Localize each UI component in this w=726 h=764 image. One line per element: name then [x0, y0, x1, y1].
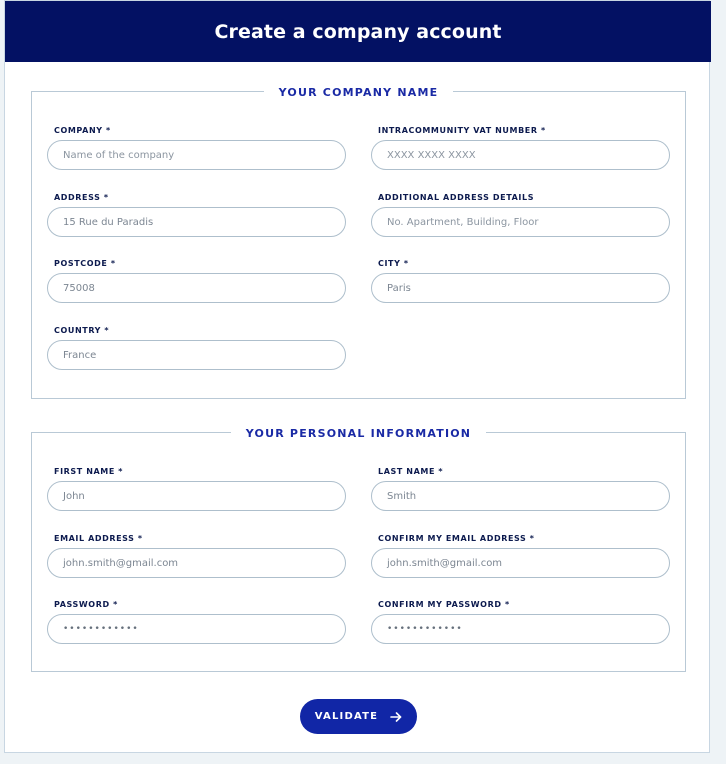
arrow-right-icon	[390, 712, 402, 722]
country-label: COUNTRY *	[54, 326, 110, 335]
last-name-field	[371, 466, 670, 511]
company-section-legend	[32, 83, 685, 101]
personal-section-title: YOUR PERSONAL INFORMATION	[231, 426, 486, 442]
confirm-password-field	[371, 599, 670, 644]
postcode-input[interactable]: 75008	[47, 273, 346, 303]
company-field	[47, 125, 346, 170]
first-name-label: FIRST NAME *	[54, 467, 124, 476]
confirm-password-label: CONFIRM MY PASSWORD *	[378, 600, 510, 609]
personal-section	[31, 427, 686, 672]
password-field	[47, 599, 346, 644]
vat-input[interactable]: XXXX XXXX XXXX	[371, 140, 670, 170]
vat-label: INTRACOMMUNITY VAT NUMBER *	[378, 126, 546, 135]
confirm-email-label: CONFIRM MY EMAIL ADDRESS *	[378, 534, 535, 543]
account-form-card	[4, 0, 710, 753]
address-details-label: ADDITIONAL ADDRESS DETAILS	[378, 193, 535, 202]
city-label: CITY *	[378, 259, 409, 268]
last-name-input[interactable]: Smith	[371, 481, 670, 511]
email-label: EMAIL ADDRESS *	[54, 534, 143, 543]
city-field	[371, 258, 670, 303]
address-input[interactable]: 15 Rue du Paradis	[47, 207, 346, 237]
email-input[interactable]: john.smith@gmail.com	[47, 548, 346, 578]
company-label: COMPANY *	[54, 126, 111, 135]
country-input[interactable]: France	[47, 340, 346, 370]
address-details-input[interactable]: No. Apartment, Building, Floor	[371, 207, 670, 237]
postcode-field	[47, 258, 346, 303]
first-name-input[interactable]: John	[47, 481, 346, 511]
confirm-email-field	[371, 533, 670, 578]
company-section	[31, 86, 686, 399]
page-title: Create a company account	[214, 20, 502, 43]
password-input[interactable]: ••••••••••••	[47, 614, 346, 644]
last-name-label: LAST NAME *	[378, 467, 444, 476]
address-field	[47, 192, 346, 237]
vat-field	[371, 125, 670, 170]
country-field	[47, 325, 346, 370]
first-name-field	[47, 466, 346, 511]
validate-label: VALIDATE	[314, 711, 379, 722]
email-field	[47, 533, 346, 578]
address-label: ADDRESS *	[54, 193, 109, 202]
postcode-label: POSTCODE *	[54, 259, 116, 268]
city-input[interactable]: Paris	[371, 273, 670, 303]
address-details-field	[371, 192, 670, 237]
form-header	[5, 1, 711, 62]
company-section-title: YOUR COMPANY NAME	[264, 85, 454, 101]
company-input[interactable]: Name of the company	[47, 140, 346, 170]
personal-section-legend	[32, 424, 685, 442]
confirm-password-input[interactable]: ••••••••••••	[371, 614, 670, 644]
validate-button[interactable]	[300, 699, 417, 734]
password-label: PASSWORD *	[54, 600, 118, 609]
confirm-email-input[interactable]: john.smith@gmail.com	[371, 548, 670, 578]
